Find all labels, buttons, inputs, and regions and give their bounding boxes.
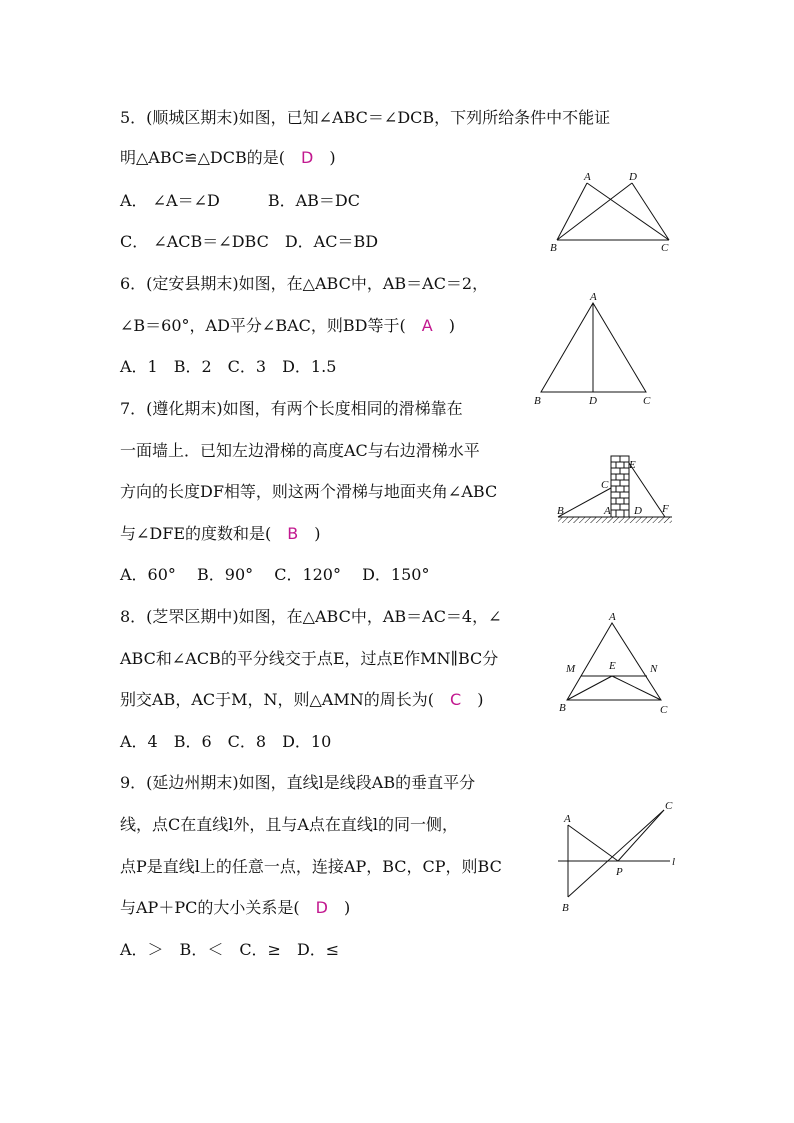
q8-label-n: N <box>650 663 658 675</box>
q5-answer: D <box>300 148 314 167</box>
q9-label-b: B <box>562 902 569 914</box>
q6-paren-close: ) <box>448 316 455 335</box>
q9-line-3: 点P是直线l上的任意一点，连接AP，BC，CP，则BC <box>120 857 502 876</box>
q9-label-p: P <box>616 866 623 878</box>
q5-paren-close: ) <box>329 148 336 167</box>
q6-answer: A <box>421 316 433 335</box>
q7-stem-end: 与∠DFE的度数和是( <box>120 524 272 543</box>
q5-options-1: A． ∠A＝∠D B．AB＝DC <box>120 191 360 210</box>
q6-figure <box>530 290 660 410</box>
q8-line-2: ABC和∠ACB的平分线交于点E，过点E作MN∥BC分 <box>120 649 499 668</box>
q7-paren-close: ) <box>314 524 321 543</box>
q8-paren-close: ) <box>477 690 484 709</box>
q9-figure <box>555 795 685 920</box>
q8-label-c: C <box>660 704 668 716</box>
q7-label-e: E <box>629 459 636 471</box>
q7-figure <box>550 450 680 530</box>
q9-label-l: l <box>672 856 676 868</box>
q9-line-2: 线，点C在直线l外，且与A点在直线l的同一侧， <box>120 815 459 834</box>
q5-line-2 <box>120 147 336 169</box>
q9-line-1: 9．(延边州期末)如图，直线l是线段AB的垂直平分 <box>120 773 476 792</box>
q8-figure <box>555 610 675 720</box>
q5-label-a: A <box>584 171 591 183</box>
q8-label-b: B <box>559 702 566 714</box>
q6-stem-end: ∠B＝60°，AD平分∠BAC，则BD等于( <box>120 316 406 335</box>
q9-line-4 <box>120 897 350 919</box>
q6-label-a: A <box>590 291 597 303</box>
q9-paren-close: ) <box>343 898 351 917</box>
q6-line-2 <box>120 315 455 337</box>
q7-answer: B <box>287 524 299 543</box>
q8-options: A．4 B．6 C．8 D．10 <box>120 732 332 751</box>
q9-stem-end: 与AP＋PC的大小关系是( <box>120 898 300 917</box>
q9-label-a: A <box>564 813 571 825</box>
q7-label-b: B <box>557 505 564 517</box>
q9-label-c: C <box>665 800 673 812</box>
q5-label-c: C <box>661 242 669 254</box>
q7-label-a: A <box>604 505 611 517</box>
q5-stem-end: 明△ABC≌△DCB的是( <box>120 148 285 167</box>
q5-options-2: C． ∠ACB＝∠DBC D．AC＝BD <box>120 232 379 251</box>
q8-line-3 <box>120 689 483 711</box>
q7-label-f: F <box>662 503 669 515</box>
q7-options: A．60° B．90° C．120° D．150° <box>120 565 430 584</box>
q8-stem-end: 别交AB，AC于M，N，则△AMN的周长为( <box>120 690 434 709</box>
q7-line-3: 方向的长度DF相等，则这两个滑梯与地面夹角∠ABC <box>120 482 498 501</box>
q7-line-2: 一面墙上．已知左边滑梯的高度AC与右边滑梯水平 <box>120 441 480 460</box>
q9-answer: D <box>315 898 328 917</box>
q8-label-m: M <box>566 663 576 675</box>
q7-label-c: C <box>601 479 609 491</box>
q6-line-1: 6．(定安县期末)如图，在△ABC中，AB＝AC＝2， <box>120 274 489 293</box>
q6-options: A．1 B．2 C．3 D．1.5 <box>120 357 337 376</box>
q6-label-c: C <box>643 395 651 407</box>
q8-label-e: E <box>609 660 616 672</box>
q7-line-4 <box>120 523 321 545</box>
q6-label-d: D <box>589 395 597 407</box>
q6-label-b: B <box>534 395 541 407</box>
q8-answer: C <box>450 690 462 709</box>
q7-line-1: 7．(遵化期末)如图，有两个长度相同的滑梯靠在 <box>120 399 463 418</box>
q8-label-a: A <box>609 611 616 623</box>
q5-label-d: D <box>629 171 637 183</box>
q9-options: A．＞ B．＜ C．≥ D．≤ <box>120 940 340 959</box>
q5-figure <box>545 170 675 255</box>
q5-label-b: B <box>550 242 557 254</box>
q5-line-1: 5．(顺城区期末)如图，已知∠ABC＝∠DCB，下列所给条件中不能证 <box>120 108 611 127</box>
q7-label-d: D <box>634 505 642 517</box>
q8-line-1: 8．(芝罘区期中)如图，在△ABC中，AB＝AC＝4，∠ <box>120 607 502 626</box>
